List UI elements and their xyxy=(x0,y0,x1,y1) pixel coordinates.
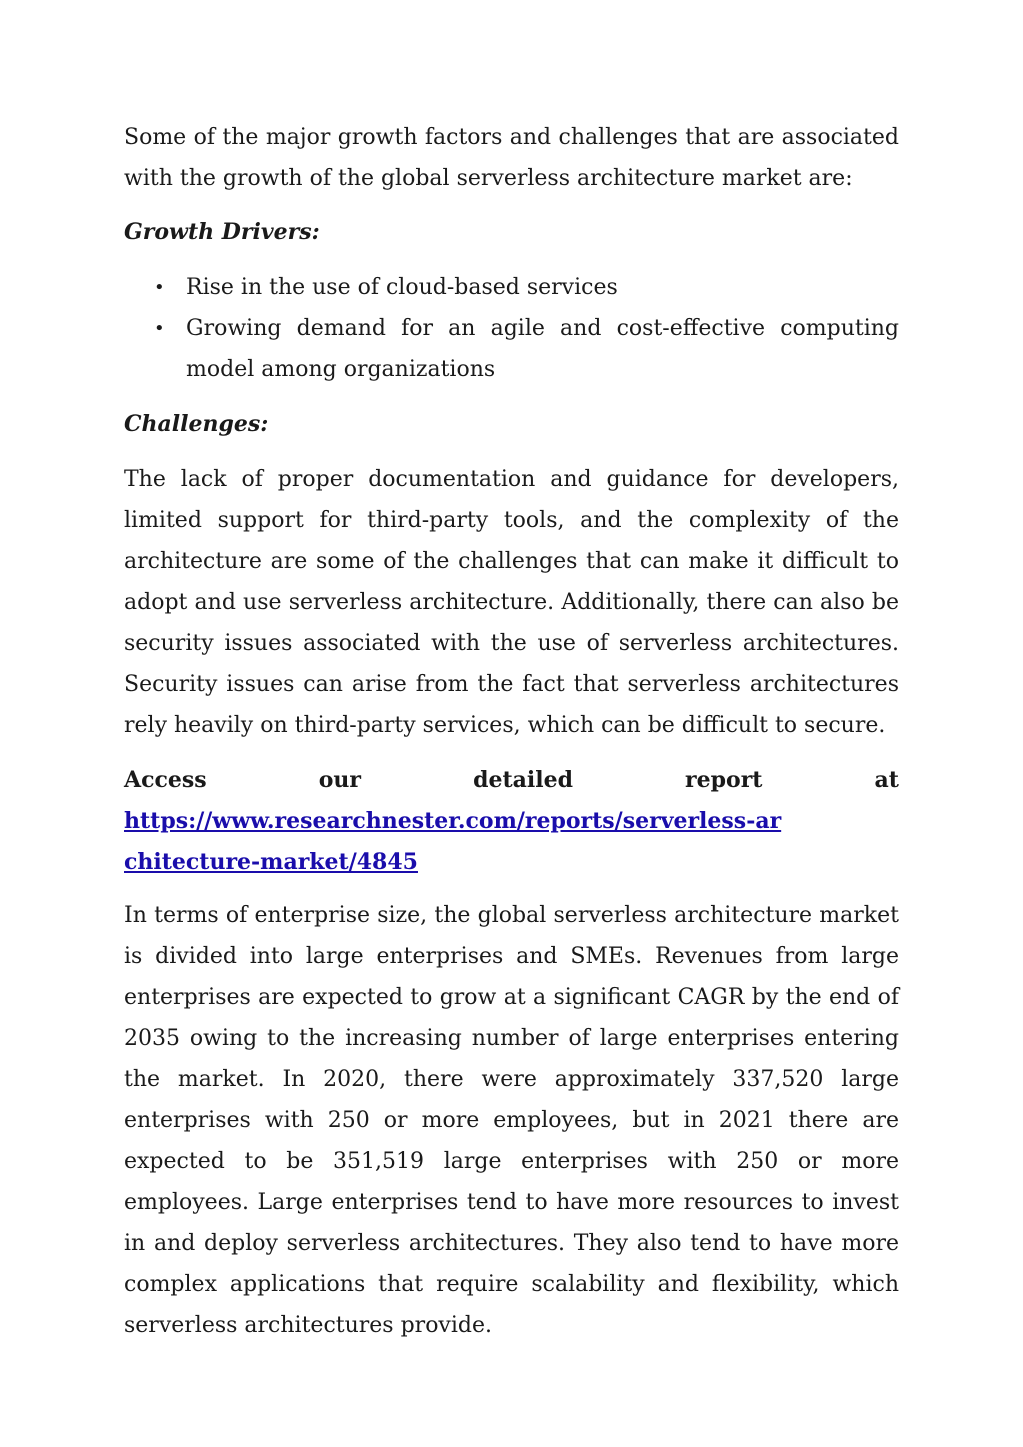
access-word: our xyxy=(318,767,361,793)
growth-drivers-list xyxy=(124,267,899,390)
list-item xyxy=(124,267,899,308)
access-report-line xyxy=(124,760,899,801)
access-report-paragraph xyxy=(124,760,899,883)
enterprise-size-paragraph: In terms of enterprise size, the global serverless architecture market is divided into large enterprises and SMEs. Revenues from large enterprises are expected to grow at a significant CAGR by the end of 2035 owing to the increasing number of large enterprises entering the market. In 2020, there were approximately 337,520 large enterprises with 250 or more employees, but in 2021 there are expected to be 351,519 large enterprises with 250 or more employees. Large enterprises tend to have more resources to invest in and deploy serverless architectures. They also tend to have more complex applications that require scalability and flexibility, which serverless architectures provide. xyxy=(124,903,899,1338)
challenges-heading: Challenges: xyxy=(124,411,269,437)
report-link[interactable]: https://www.researchnester.com/reports/serverless-architecture-market/4845 xyxy=(124,808,782,875)
bullet-icon: • xyxy=(154,318,165,339)
access-word: detailed xyxy=(473,767,573,793)
list-item xyxy=(124,308,899,390)
challenges-paragraph: The lack of proper documentation and guidance for developers, limited support for third-party tools, and the complexity of the architecture are some of the challenges that can make it difficult to adopt and use serverless architecture. Additionally, there can also be security issues associated with the use of serverless architectures. Security issues can arise from the fact that serverless architectures rely heavily on third-party services, which can be difficult to secure. xyxy=(124,467,899,738)
access-word: Access xyxy=(124,767,207,793)
access-word: report xyxy=(685,767,763,793)
access-word: at xyxy=(874,767,899,793)
intro-paragraph: Some of the major growth factors and challenges that are associated with the growth of the global serverless architecture market are: xyxy=(124,125,899,191)
list-item-text: Growing demand for an agile and cost-effective computing model among organizations xyxy=(186,316,899,382)
list-item-text: Rise in the use of cloud-based services xyxy=(186,275,618,300)
bullet-icon: • xyxy=(154,277,165,298)
document-page xyxy=(124,117,899,1346)
growth-drivers-heading: Growth Drivers: xyxy=(124,219,320,245)
